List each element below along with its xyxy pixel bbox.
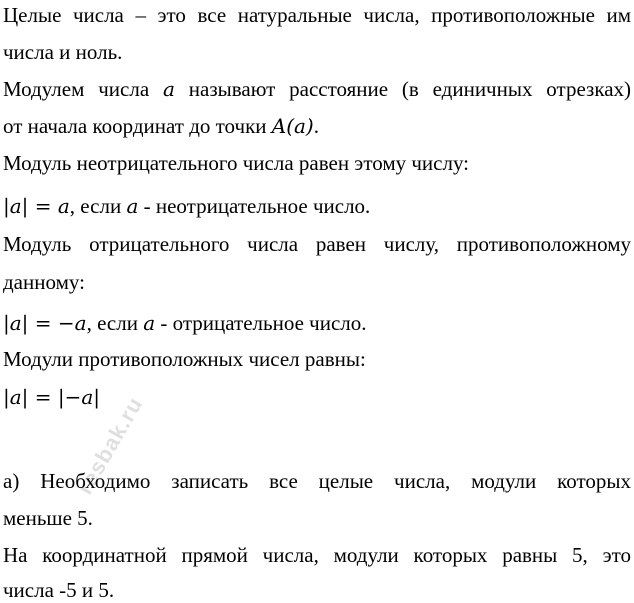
- paragraph-integers-line1: [3, 2, 631, 28]
- math-formula-neg: |a| = −a: [3, 311, 87, 335]
- text-modulus-def-a: Модулем числа: [3, 77, 150, 101]
- math-formula-opposite: |a| = |−a|: [3, 385, 101, 409]
- paragraph-nonneg-rule: [3, 150, 469, 176]
- watermark: resbak.ru: [72, 392, 148, 499]
- formula-opposite: [3, 384, 100, 410]
- formula-neg: [3, 310, 367, 336]
- text-nonneg-rule: Модуль неотрицательного числа равен этому числу:: [3, 151, 470, 175]
- math-point-a: A(a): [271, 114, 314, 138]
- paragraph-neg-rule-line1: [3, 231, 631, 257]
- formula-nonneg: [3, 193, 370, 219]
- paragraph-task-a-line2: [3, 505, 93, 531]
- text-modulus-def-c: от начала координат до точки: [3, 114, 267, 138]
- math-var-a-neg: a: [143, 311, 156, 335]
- paragraph-modulus-def-line2: [3, 113, 319, 139]
- text-task-a-line2: меньше 5.: [3, 506, 93, 530]
- paragraph-neg-rule-line2: [3, 269, 85, 295]
- text-modulus-def-b: называют расстояние (в единичных отрезках): [188, 77, 632, 101]
- paragraph-integers-line2: [3, 39, 122, 65]
- paragraph-number-line-line1: [3, 542, 631, 568]
- text-number-line-line1: На координатной прямой числа, модули которых равны 5, это: [3, 543, 631, 567]
- text-opposite-rule: Модули противоположных чисел равны:: [3, 347, 366, 371]
- text-task-a-line1: а) Необходимо записать все целые числа, модули которых: [3, 469, 631, 493]
- text-formula-neg-desc: - отрицательное число.: [160, 311, 367, 335]
- paragraph-opposite-rule: [3, 346, 366, 372]
- paragraph-modulus-def-line1: [3, 76, 631, 102]
- text-neg-rule-line1: Модуль отрицательного числа равен числу, противоположному: [3, 232, 631, 256]
- text-integers-line1: Целые числа – это все натуральные числа, противоположные им: [3, 3, 631, 27]
- text-period: .: [313, 114, 319, 138]
- math-var-a: a: [163, 77, 175, 101]
- math-formula-nonneg: |a| = a: [3, 194, 70, 218]
- text-neg-rule-line2: данному:: [3, 270, 85, 294]
- text-formula-nonneg-if: , если: [69, 194, 122, 218]
- text-integers-line2: числа и ноль.: [3, 40, 123, 64]
- math-var-a-nonneg: a: [126, 194, 139, 218]
- text-formula-neg-if: , если: [86, 311, 138, 335]
- text-number-line-line2: числа -5 и 5.: [3, 578, 115, 602]
- text-formula-nonneg-desc: - неотрицательное число.: [143, 194, 371, 218]
- paragraph-number-line-line2: [3, 577, 114, 603]
